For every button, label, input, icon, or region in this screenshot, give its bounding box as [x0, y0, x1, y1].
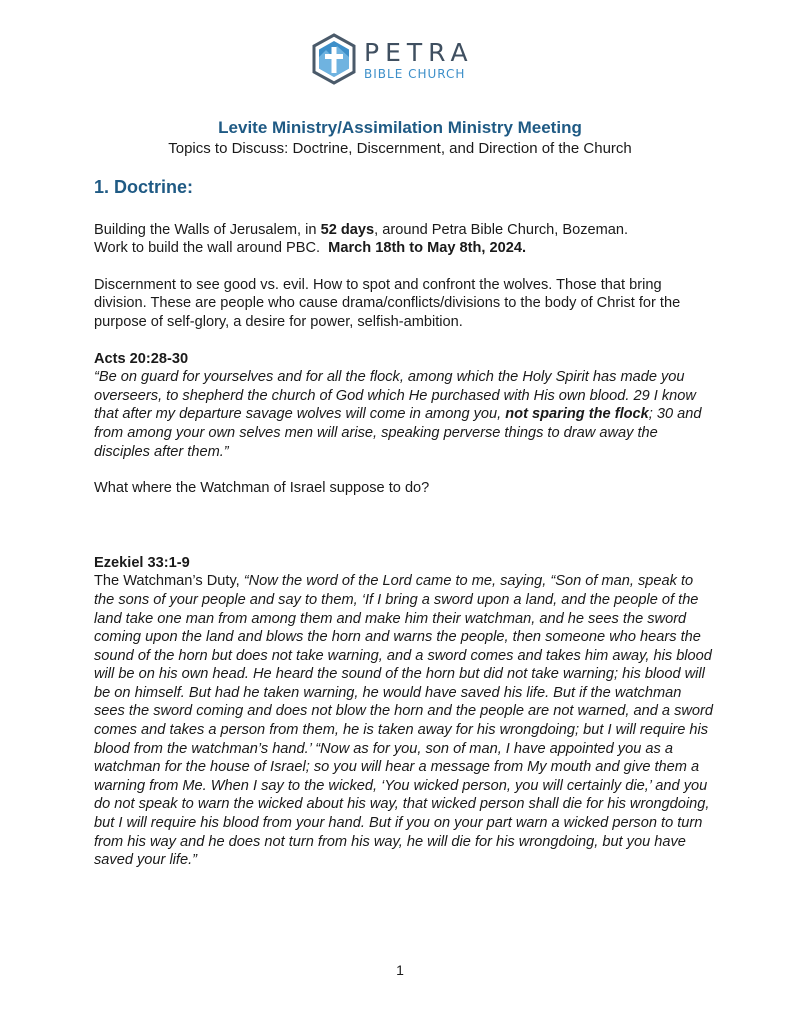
document-body: [94, 178, 714, 870]
section-heading-doctrine: 1. Doctrine:: [94, 177, 194, 197]
scripture-ref-acts: Acts 20:28-30: [94, 350, 189, 367]
acts-quote-1: “Be on guard for yourselves and for all the flock, among which the Holy Spirit has made you overseers, to shepherd the church of God which He purchased with His own blood. 29 I know that after my departure savage wolves will come in among you,: [94, 369, 696, 423]
paragraph-walls: [94, 221, 714, 258]
walls-text-days: 52 days: [320, 221, 375, 238]
watchman-question: What where the Watchman of Israel suppose to do?: [94, 480, 430, 497]
shield-cross-icon: [312, 33, 356, 89]
acts-quote-bold: not sparing the flock: [505, 406, 649, 423]
scripture-quote-acts: [94, 368, 714, 461]
walls-text-d: Work to build the wall around PBC.: [94, 240, 325, 257]
logo-subtitle: BIBLE CHURCH: [364, 67, 466, 81]
logo-name: PETRA: [364, 38, 474, 67]
acts-quote-3: ; 30 and from among your own selves men will arise, speaking perverse things to draw away the disciples after them.”: [94, 406, 702, 460]
scripture-quote-ezekiel: [94, 572, 714, 870]
document-title: Levite Ministry/Assimilation Ministry Meeting: [218, 118, 582, 137]
walls-text-dates: March 18th to May 8th, 2024.: [328, 240, 527, 257]
page-number: 1: [396, 962, 404, 978]
petra-logo: [312, 33, 492, 93]
paragraph-discernment: Discernment to see good vs. evil. How to spot and confront the wolves. Those that bring division. These are people who cause drama/conflicts/divisions to the body of Christ for the purpose of self-glory, a desire for power, selfish-ambition.: [94, 276, 681, 330]
ezekiel-quote: “Now the word of the Lord came to me, saying, “Son of man, speak to the sons of your people and say to them, ‘If I bring a sword upon a land, and the people of the land take one man from among them and make him their watchman, and he sees the sword coming upon the land and blows the horn and warns the people, then someone who hears the sound of the horn but does not take warning, and a sword comes and takes him away, his blood will be on his own head. He heard the sound of the horn but did not take warning; his blood will be on himself. But had he taken warning, he would have saved his life. But if the watchman sees the sword coming and does not blow the horn and the people are not warned, and a sword comes and takes a person from them, he is taken away for his wrongdoing; but I will require his blood from the watchman’s hand.’ “Now as for you, son of man, I have appointed you as a watchman for the house of Israel; so you will hear a message from My mouth and give them a warning from Me. When I say to the wicked, ‘You wicked person, you will certainly die,’ and you do not speak to warn the wicked about his way, that wicked person shall die for his wrongdoing, but I will require his blood from your hand. But if you on your part warn a wicked person to turn from his way and he does not turn from his way, he will die for his wrongdoing, but you have saved your life.”: [94, 573, 714, 869]
walls-text-a: Building the Walls of Jerusalem, in: [94, 221, 321, 238]
scripture-ref-ezekiel: Ezekiel 33:1-9: [94, 554, 190, 571]
document-subtitle: Topics to Discuss: Doctrine, Discernment, and Direction of the Church: [168, 140, 632, 157]
ezekiel-lead: The Watchman’s Duty,: [94, 573, 244, 590]
walls-text-c: , around Petra Bible Church, Bozeman.: [374, 221, 629, 238]
